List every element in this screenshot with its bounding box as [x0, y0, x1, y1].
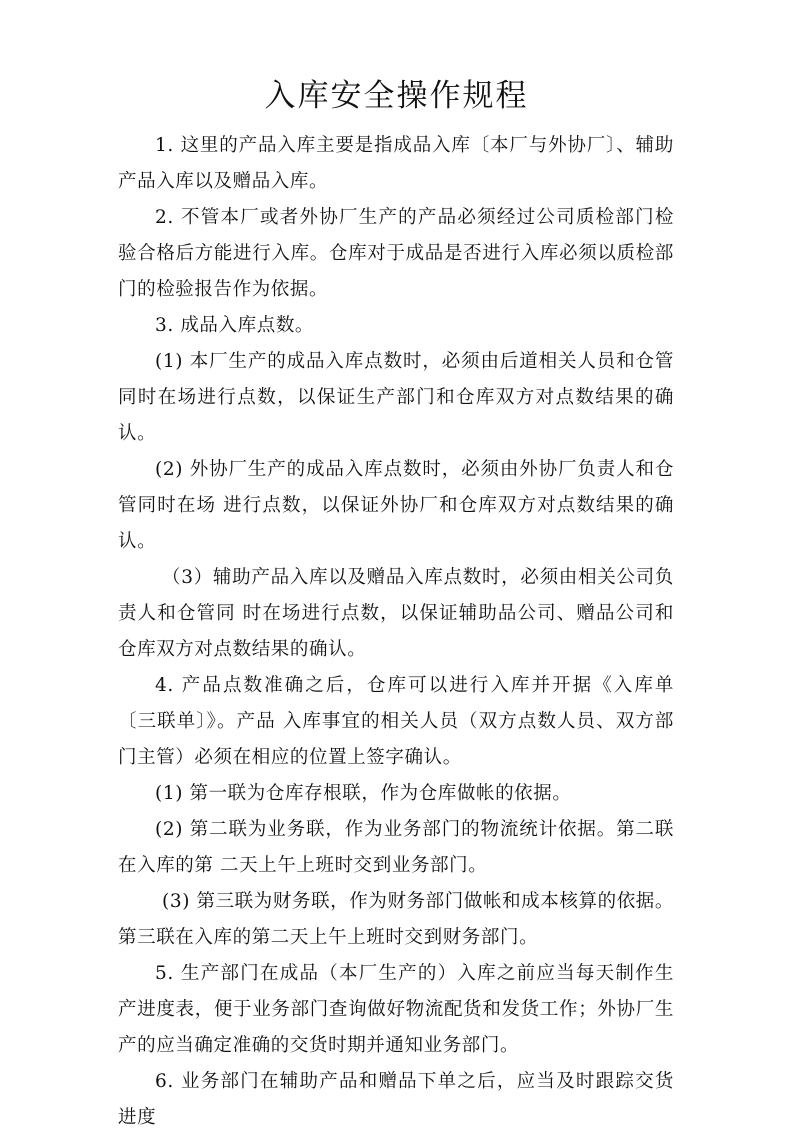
- paragraph-4-receipt-form: 4. 产品点数准确之后，仓库可以进行入库并开据《入库单〔三联单〕》。产品 入库事宜的相关人员（双方点数人员、双方部门主管）必须在相应的位置上签字确认。: [118, 675, 674, 768]
- paragraph-4-3-third-copy: (3) 第三联为财务联，作为财务部门做帐和成本核算的依据。第三联在入库的第二天上午上班时交到财务部门。: [118, 891, 674, 948]
- paragraph-2-quality-inspection: 2. 不管本厂或者外协厂生产的产品必须经过公司质检部门检验合格后方能进行入库。仓库对于成品是否进行入库必须以质检部门的检验报告作为依据。: [118, 207, 674, 300]
- paragraph-1-scope: 1. 这里的产品入库主要是指成品入库〔本厂与外协厂〕、辅助产品入库以及赠品入库。: [118, 135, 674, 192]
- paragraph-5-production-schedule: 5. 生产部门在成品（本厂生产的）入库之前应当每天制作生产进度表，便于业务部门查询做好物流配货和发货工作；外协厂生产的应当确定准确的交货时期并通知业务部门。: [118, 963, 674, 1056]
- paragraph-3-counting: 3. 成品入库点数。: [155, 315, 315, 336]
- paragraph-4-1-first-copy: (1) 第一联为仓库存根联，作为仓库做帐的依据。: [155, 783, 572, 804]
- paragraph-3-3-auxiliary-gifts: （3）辅助产品入库以及赠品入库点数时，必须由相关公司负责人和仓管同 时在场进行点数，以保证辅助品公司、赠品公司和仓库双方对点数结果的确认。: [118, 567, 674, 660]
- paragraph-4-2-second-copy: (2) 第二联为业务联，作为业务部门的物流统计依据。第二联在入库的第 二天上午上班时交到业务部门。: [118, 819, 674, 876]
- paragraph-3-2-outsourced-factory: (2) 外协厂生产的成品入库点数时，必须由外协厂负责人和仓管同时在场 进行点数，以保证外协厂和仓库双方对点数结果的确认。: [118, 459, 674, 552]
- document-body: [118, 128, 674, 1136]
- paragraph-3-1-own-factory: (1) 本厂生产的成品入库点数时，必须由后道相关人员和仓管同时在场进行点数，以保证生产部门和仓库双方对点数结果的确认。: [118, 351, 674, 444]
- paragraph-6-business-tracking: 6. 业务部门在辅助产品和赠品下单之后，应当及时跟踪交货进度: [118, 1071, 674, 1128]
- document-title: 入库安全操作规程: [264, 78, 529, 114]
